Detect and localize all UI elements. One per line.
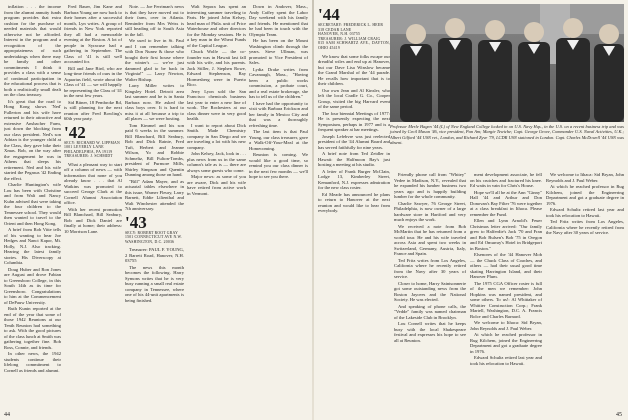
- paragraph: At which he reached professor in Rug Kilchem, joined the Engineering Department and got a graduate degree in 1976.: [546, 184, 624, 206]
- paragraph: We know that some folks escape our dreadful wiles and end up at Hanover, but our Dave Lisa Winslow became the Grand Marshal of the '44 parade. He recalls how important that is to their children.: [318, 53, 390, 87]
- paragraph: Elsenores of the '44 Hanover Mob — the Chuck Class of Coaches, and others — had their usual good time skating Harrington Island, and their Hanover Plum.: [470, 252, 542, 279]
- left-col-4: [187, 4, 246, 408]
- paragraph: John Kelsey, Jack, look in . . . plus news from us in the same column's tale as is — there are always some guests who come.: [187, 151, 246, 173]
- class-year: '44: [318, 5, 340, 24]
- class-heading-42: [64, 122, 122, 159]
- paragraph: I have had the opportunity to visit with Barbara Erickson and her family in Mexico City and that was a thoroughly refreshing time.: [249, 100, 308, 128]
- paragraph: Doug Huber and Ron Jones are August and drove Fabian to Greensboro College, in this South 14th as its time for Greensboro. Congratulations to him at the Commencement of DePauw University.: [4, 266, 61, 305]
- class-meta: SECY: RICHARD W. LIPPMAN: [64, 140, 120, 145]
- paragraph: Walt Sepora has spent an interesting summer traveling to Paris. He joined John Kelsey, head man of Phila. unit of Price Waterhouse and other directors for the Monday sessions. He is a key man in the Wheat Funds of the Capital League.: [187, 4, 246, 48]
- page-number: 45: [616, 412, 622, 418]
- paragraph: Edward Schultz retired last year and took his relocation to Hawaii.: [546, 207, 624, 218]
- paragraph: And speaking of phone calls, the "Vedde" family was named chairman of the Lakeside Club in Brooklyn.: [394, 303, 466, 320]
- paragraph: "Bill" Adam Mayer, and as actuarial tables elsewhere in this issue, Warner Fleury, Larry Barnett, Eddie Lilienthal and Walt Winchester attended the 7th anniversary.: [125, 178, 184, 211]
- class-heading-44: [318, 7, 390, 51]
- paragraph: A brief from Rob Vitte tells of his wanting to hear Joe Hedges and Nanci Kapor, Mt. Holly, N.J. Also tracking. Hearing the latest family stories. His Diverscopy at Columbia.: [4, 227, 61, 265]
- paragraph: Charlie Sawyer, 76 George Street, Philadelphia, is now owner of a large hardware store in Hartford and very much enjoys the work.: [394, 200, 466, 222]
- paragraph: Edward Schultz retired last year and took his relocation to Hawaii.: [470, 355, 542, 366]
- class-meta: 1001 LEVERLY LANE: [64, 145, 104, 150]
- paragraph: A brief note from Ted Zeidler in Hawaii: the Halfmoon Bay's just hosting a meeting at his studio.: [318, 151, 390, 168]
- paragraph: Hope we'll all be at the Ann "Ginny" Hall '44 and Arthur and Don Donovan's Bay Filter '76 were together at a class breakfast in Ithaca. Please remember the Fund.: [470, 189, 542, 217]
- paragraph: We welcome to Ithaca: Sid Bryan, John Reynolds and J. Paul Weber.: [470, 320, 542, 331]
- paragraph: Larry Miller writes to Kingsley Hotel. Detroit area last summer and he is in Santa Barbara now. He asked the class boys over. It is hard to miss it at all because a trip to all places — we were hosting.: [125, 83, 184, 121]
- class-heading-43: [125, 212, 184, 245]
- paragraph: He has been on the Mount Washington climb through the years. Steve Ullman, was promoted to Vice President of Sales.: [249, 38, 308, 65]
- paragraph: Charlie Huntington's wife Lou has been with Christine and from Walt and Nancy Kuhn advised that were taking the four children to the Tennessee school. They would then wanted to travel to the Orient and then Hong Kong.: [4, 182, 61, 226]
- paragraph: We welcome to Ithaca: Sid Bryan, John Reynolds and J. Paul Weber.: [546, 172, 624, 183]
- left-col-2: [64, 4, 122, 408]
- left-col-3: [125, 4, 184, 408]
- paragraph: Friendly phone call from "Whitey" Vedee in Madison, N.Y., revealed that he expanded his lumber business two years ago and is happily building lumber for the whole community.: [394, 172, 466, 199]
- paragraph: Lou Cornell writes that he keeps busy with the local Shakespeare festival and expresses his hope to see all at Reunion.: [394, 321, 466, 343]
- paragraph: The four biennial Meetings of 1977: He is presently expecting the next Symposium, perhaps in 1977 and is a frequent speaker at bar meetings.: [318, 110, 390, 133]
- photo-caption: Professor Merle Hagen '44 (L) of New England College looked in on U.S. Navy Hqs., in the U.S. on a recent business trip and was joined by Cecil Mason '46, vice president, Pan Am; Margie Tewiche; Capt. George Grove, Commander U.S. Naval Activities, U.K.; Albert Gilford '44 USN ret., London, and Richard Zyve '79, LCDR USN stationed in London. Capt. Charles McDowell '44 USN was absent.: [390, 124, 624, 145]
- paragraph: Our own Jean and Al Kinsler, who left the local Cradle G. Co., Cooper Group, visited the big Harvard event of the same period.: [318, 87, 390, 110]
- paragraph: ment development associate, he fell on his crutches and fractured his knee. Ed waits in vain for Chris's House.: [470, 172, 542, 188]
- paragraph: Sid Bitner, 18 Pembroke Rd, is still planning for the next reunion after Fred Bowling's 60th year party.: [64, 99, 122, 121]
- paragraph: Ruth Kunin reported at the end of the year that some of those 1942 Reunions at our Tenth Reunion had something to ask. With the good pictures of the class lunch at Smith was gathering together fine. Bob Ross, Connie, and friends.: [4, 306, 61, 350]
- class-year: '43: [125, 212, 147, 232]
- paragraph: Major news: as some of you are aware, Dick and his wife have retired from active work in Vermont.: [187, 174, 246, 196]
- class-meta: 815 SAM SCHWARTZ AVE., DAYTON, OHIO 45419: [318, 41, 390, 50]
- class-meta: 1501 CONNECTICUT AVE N.W.: [125, 235, 183, 240]
- paragraph: Ellen and Lynn Arnold's Feuer Christmas letter arrived: "Our family grew to Halferdie's Jack '70 and Fran and Bob Bulsen's Bob '75 in Oregon and Ed Omurray's Hotel in Bridgeport in Boston.": [470, 218, 542, 251]
- paragraph: We used to live in St. Paul and I can remember talking with Don Nunez & those who bought their first house where the winter's — we've just dammed glad to be back in Virginia!" — Larry Newton, Walter Bishop.: [125, 38, 184, 82]
- left-page: [0, 0, 313, 420]
- paragraph: Note. — Joe Ferriman's news is that they have moved out to their farm, over in Atlanta. Reminder from Mrs Weiss is still heading off to South Asia in the fall.: [125, 4, 184, 37]
- paragraph: Chuck Wolfe — the co-founder was in Hawaii last fall with his wife, and his parents. Jack Stiller, J. Stephen Rowe, Edward Stephenson, Ray Hormesberg were in Puerto Rico.: [187, 49, 246, 87]
- paragraph: Joseph Lefebvre was just reelected president of the '44 Alumni Board and has served faithfully for nine years.: [318, 133, 390, 150]
- paragraph: Reunion is coming. We would like a good time, so remind you our class dinner is in the next few months — we'll hope to see you there.: [249, 152, 308, 179]
- paragraph: Ted Fritz writes from Los Angeles, California where he recently retired from the Navy after 30 years of service.: [394, 257, 466, 279]
- paragraph: Ed Meade has announced he plans to return to Hanover at the next reunion and would like to hear from everybody.: [318, 191, 390, 214]
- paragraph: Bill and Jane Bird, who are long-time friends of ours in the Aquarius field, wrote about the Class of '41 — we will happily be representing the Class of '41 in the next few years.: [64, 65, 122, 98]
- paragraph: Ted Fritz writes from Los Angeles, California where he recently retired from the Navy after 30 years of service.: [546, 219, 624, 235]
- photo-illustration: [390, 4, 624, 122]
- paragraph: What a pleasant way to start off a column of news — with information that none of you already know . . . that Al Watkins was promoted to succeed George Clark at the Cornell Alumni Association office.: [64, 161, 122, 206]
- right-col-4: [546, 172, 624, 408]
- right-col-2: [394, 172, 466, 408]
- class-meta: TREASURER: J. WILLIAM CRAIG: [318, 36, 381, 41]
- class-meta: PHILADELPHIA, PA 19119: [64, 149, 113, 154]
- paragraph: The last item is that Paul Young, our class treasurer, gave a Walk-Off-Your-Meal at the Homecoming.: [249, 129, 308, 151]
- paragraph: Closer to home, Harry Saintsonnerie got some outstanding news from the Boston Jaycees and the National Society. He was elected.: [394, 280, 466, 302]
- paragraph: With her recent promotion Bill Blanchard, Bill Seabury, Bob and Dick Daniel are finally at home; their address: 10 Morrison Lane.: [64, 206, 122, 234]
- class-year: '42: [64, 122, 86, 142]
- paragraph: The 1975 CGA Officer roster is full of the men we remember: John Hopkins was named president, and some others. To us!: Al Whittaker of Whittier Construction Corp.; Frank Martell, Washington, D.C. A. Francis Bolce and Charles Barnard.: [470, 280, 542, 319]
- page-number: 44: [4, 412, 10, 418]
- paragraph: Jerry Lyon sold the San Francisco chemicals business last year to enter a new line of work. The Rochesters at our class dinner were in very good health.: [187, 88, 246, 121]
- paragraph: Treasurer: PAUL F. YOUNG, 2 Barrett Road, Hanover, N.H. 03755: [125, 247, 184, 264]
- paragraph: Down in Andover, Mass., Andy Caffey spent the Labor Day weekend with his family and friends. He mentioned that he had been in touch with the Olympia Team.: [249, 4, 308, 37]
- left-col-5: [249, 4, 308, 408]
- class-meta: 318 CEDAR LANE: [318, 27, 352, 32]
- class-meta: SECY: ROBERT ROOT GRAY: [125, 230, 179, 235]
- paragraph: inflation . . . the income from the alumni annuity funds program provides that extra cushion for the purchase of needed materials that would otherwise not be afforded. Interest in the program and a recognition of the appropriateness of such undertakings when there may be family and other commitments I think it provides a class with a sense of continual participation in the educational process that is both a realistically small dealt on the class treasury.: [4, 4, 61, 97]
- class-meta: SECRETARY: FREDERICK L. HEER: [318, 23, 384, 27]
- paragraph: At which he reached professor in Rug Kilchem, joined the Engineering Department and got a graduate degree in 1976.: [470, 332, 542, 354]
- paragraph: In other news, the 1942 students continue their lifelong commitment to Cornell as friends and alumni.: [4, 351, 61, 373]
- right-col-1: [318, 4, 390, 408]
- class-meta: WASHINGTON, D.C. 20036: [125, 239, 175, 244]
- paragraph: A letter of Frank Burger McClain, Lodge 13, Kimberley Street, Kemanford, N.J. expresses admiration for the new class roster.: [318, 168, 390, 191]
- paragraph: Fred Bauer, Jim Kane and Barbara Young are now back to their homes after a successful month, Lyn writes. A group of friends in New York reported they all had a memorable evening at the Boston. A lot of people in Syracuse had a gathering in September. The Class of '41 is still well accounted for.: [64, 4, 122, 64]
- paragraph: The news this month becomes the following. Harry Symons writes that he is very busy running a small real estate company in Tennessee, where one of his 44-unit apartments is being finished.: [125, 264, 184, 303]
- paragraph: We received a note from Bob McMartin that he has returned from a world tour. He and his wife traveled across Asia and spent two weeks in Switzerland, Germany, Austria, Italy, France and Spain.: [394, 223, 466, 256]
- left-col-1: [4, 4, 61, 408]
- group-photo: [390, 4, 624, 122]
- right-col-3: [470, 172, 542, 408]
- paragraph: I want to report about Dick Smith. Made Chemistry company in San Diego and we are traveling a lot with his new company.: [187, 122, 246, 150]
- paragraph: Lydia Drake writes from Cavanaugh, Mass., "Having been a public works commission, a probate court, and a real estate brokerage, she has to tell us of the children.": [249, 66, 308, 99]
- paragraph: Tom Kimmel and his son paid 6 weeks in the summer. Bill Blanchard, Bill Seabury, Bob and Dick Rainie, Fred Tuft, Herbert and Jeanne Wilson, Yo and Robbie Schmeltz, Bill Fulton-Tombs, president of Purmore Mills, Shirley Simpson and Quentin Dunning among those on hand.: [125, 122, 184, 177]
- paragraph: It's great that the road to Hong Kong shows 'Ned' Fullerton and his wife have returned to their attractive and extensive Ansbacher Farm, just down the blocking from our class president. Ned's son Adrian is the younger child at the Class, they gave bike their Xmas. Bob, on the way after the engagement he was in Athens that sleeps his retirement. Ned and his wife started the Pegasus '42 Ending the effect.: [4, 98, 61, 181]
- class-meta: HANOVER, N.H. 03755: [318, 32, 361, 37]
- class-meta: TREASURER: J. SCHMIDT: [64, 154, 113, 159]
